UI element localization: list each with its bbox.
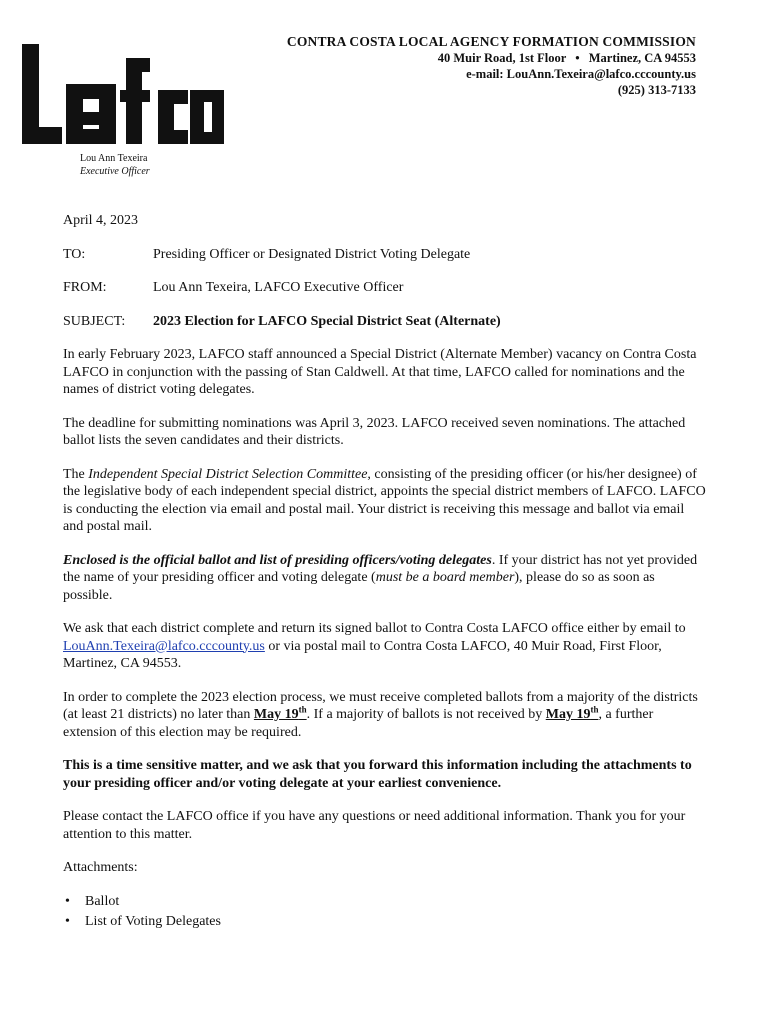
ordinal-suffix: th [590, 704, 599, 715]
paragraph-contact: Please contact the LAFCO office if you have any questions or need additional information. Thank you for your attention to this matter. [63, 809, 686, 842]
from-label: FROM: [63, 280, 107, 295]
officer-name: Lou Ann Texeira [80, 153, 148, 164]
text-span: , a further extension of this election may be required. [63, 707, 654, 740]
text-span: . If a majority of ballots is not received by [306, 707, 546, 722]
text-span: ), please do so as soon as possible. [63, 570, 655, 603]
text-span: We ask that each district complete and return its signed ballot to Contra Costa LAFCO office either by email to [63, 621, 686, 636]
subject-label: SUBJECT: [63, 313, 126, 329]
paragraph-deadline [63, 689, 707, 742]
lafco-logo [20, 40, 230, 150]
address-city: Martinez, CA 94553 [588, 51, 696, 65]
deadline-date [253, 704, 307, 722]
paragraph-time-sensitive: This is a time sensitive matter, and we ask that you forward this information including the attachments to your presiding officer and/or voting delegate at your earliest convenience. [63, 758, 692, 791]
text-span: . If your district has not yet provided the name of your presiding officer and voting delegate ( [63, 552, 698, 585]
memo-date: April 4, 2023 [63, 213, 139, 228]
deadline-date [545, 704, 599, 722]
svg-text:lafco: lafco [20, 40, 22, 41]
bullet-icon: • [65, 914, 70, 929]
address-line [287, 50, 696, 66]
attachment-name: Ballot [85, 893, 120, 909]
letterhead [287, 34, 696, 98]
enclosed-notice: Enclosed is the official ballot and list of presiding officers/voting delegates [63, 552, 492, 568]
address-street: 40 Muir Road, 1st Floor [437, 51, 567, 65]
executive-officer-block [80, 152, 150, 178]
memo-subject-row [63, 313, 707, 331]
list-item [65, 913, 707, 931]
officer-title: Executive Officer [80, 166, 150, 177]
paragraph-committee [63, 466, 707, 536]
memo-to-row [63, 246, 707, 264]
letterhead-email: e-mail: LouAnn.Texeira@lafco.cccounty.us [466, 67, 696, 81]
deadline-date-text: May 19 [253, 707, 299, 722]
attachments-label: Attachments: [63, 860, 138, 875]
text-span: In order to complete the 2023 election process, we must receive completed ballots from a majority of the districts (at least 21 districts) no later than [63, 689, 698, 722]
to-label: TO: [63, 246, 86, 262]
attachment-name: List of Voting Delegates [85, 914, 221, 929]
ordinal-suffix: th [298, 704, 307, 715]
letterhead-phone: (925) 313-7133 [617, 83, 696, 97]
paragraph-vacancy: In early February 2023, LAFCO staff announced a Special District (Alternate Member) vacancy on Contra Costa LAFCO in conjunction with the passing of Stan Caldwell. At that time, LAFCO called for nominations and the names of district voting delegates. [63, 347, 697, 397]
committee-name: Independent Special District Selection Committee [88, 466, 368, 482]
from-value: Lou Ann Texeira, LAFCO Executive Officer [153, 280, 404, 295]
bullet-icon: • [65, 893, 70, 909]
deadline-date-text: May 19 [545, 707, 591, 722]
memo-body [63, 212, 707, 934]
address-separator-icon: • [575, 51, 580, 65]
text-span: The [63, 466, 89, 482]
attachments-list [63, 893, 707, 931]
to-value: Presiding Officer or Designated District Voting Delegate [153, 246, 471, 262]
text-span: or via postal mail to Contra Costa LAFCO, 40 Muir Road, First Floor, Martinez, CA 94553. [63, 638, 662, 671]
email-link[interactable]: LouAnn.Texeira@lafco.cccounty.us [63, 638, 265, 654]
board-member-note: must be a board member [375, 570, 515, 585]
memo-from-row [63, 279, 707, 297]
paragraph-return-ballot [63, 620, 707, 673]
paragraph-nominations: The deadline for submitting nominations was April 3, 2023. LAFCO received seven nominations. The attached ballot lists the seven candidates and their districts. [63, 415, 686, 448]
subject-value: 2023 Election for LAFCO Special District Seat (Alternate) [153, 313, 501, 329]
organization-name: CONTRA COSTA LOCAL AGENCY FORMATION COMMISSION [286, 34, 696, 49]
list-item [65, 893, 707, 911]
paragraph-enclosed [63, 552, 707, 605]
text-span: , consisting of the presiding officer (or his/her designee) of the legislative body of each independent special district, appoints the special district members of LAFCO. LAFCO is conducting the election via email and postal mail. Your district is receiving this message and ballot via email and postal mail. [63, 466, 706, 534]
